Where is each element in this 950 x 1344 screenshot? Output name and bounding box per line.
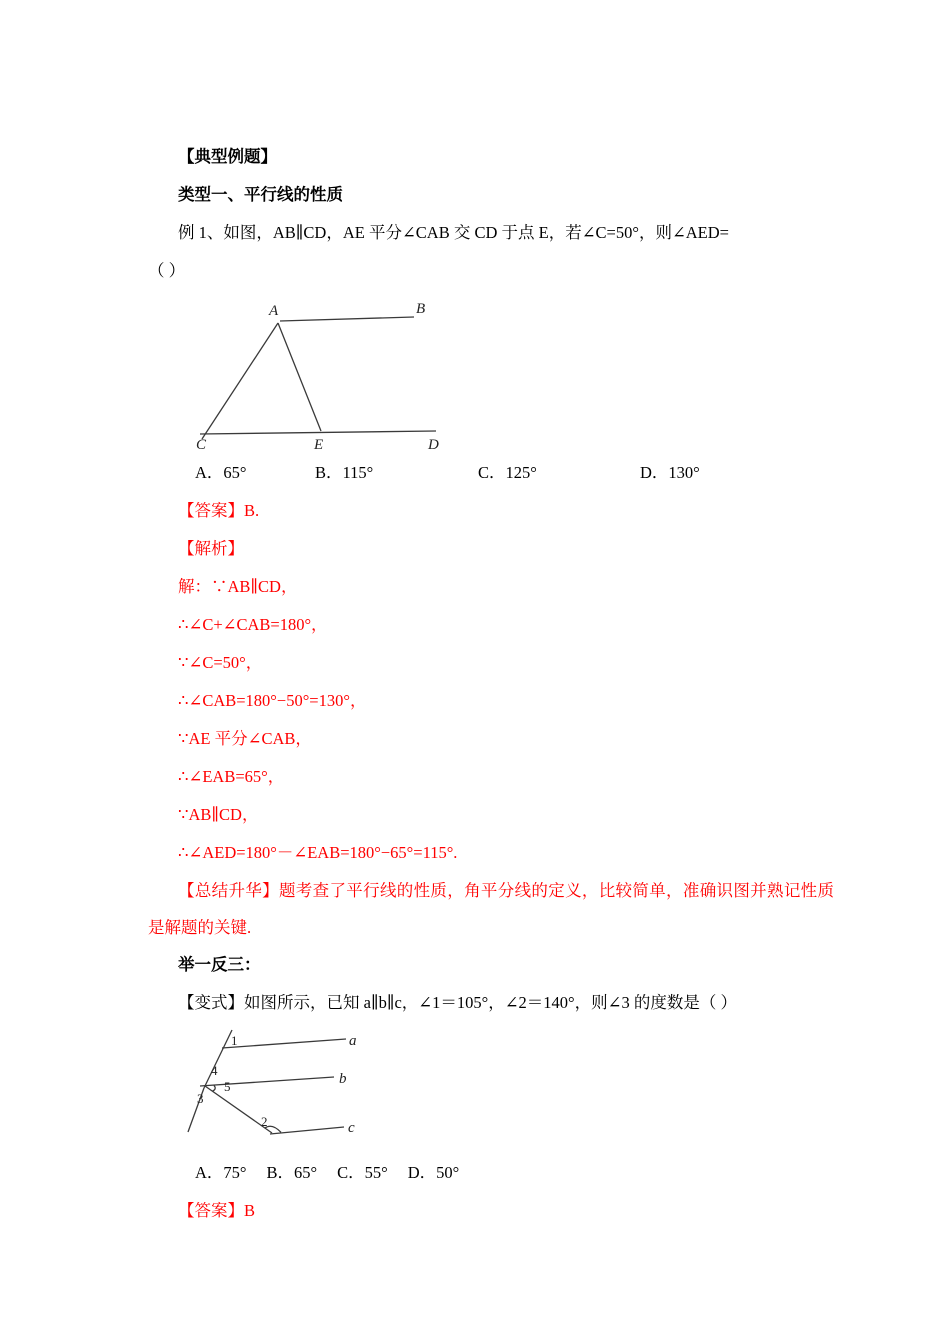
example1-text: 例 1、如图，AB∥CD，AE 平分∠CAB 交 CD 于点 E，若∠C=50°，则∠AED= [178,223,729,242]
line-a [222,1039,346,1048]
heading-typical-examples: 【典型例题】 [178,147,277,166]
figure1-triangle-diagram [192,300,834,450]
solution-line: ∵AB∥CD， [178,805,259,824]
option1-a: A．65° [195,463,247,482]
summary-paragraph: 【总结升华】题考查了平行线的性质，角平分线的定义，比较简单，准确识图并熟记性质是解题的关键. [148,881,834,937]
heading-type1: 类型一、平行线的性质 [178,185,343,204]
point-label-D: D [428,437,439,450]
option2-d: D．50° [407,1163,460,1182]
point-label-A: A [269,303,279,319]
option1-b: B．115° [315,463,374,482]
line-AB [280,317,414,321]
angle-label-4: 4 [211,1063,218,1078]
variation-text: 【变式】如图所示，已知 a∥b∥c，∠1＝105°，∠2＝140°，则∠3 的度数是（ ） [178,993,737,1012]
option2-a: A．75° [195,1163,247,1182]
angle-label-3: 3 [197,1091,204,1106]
solution-line: ∴∠AED=180°－∠EAB=180°−65°=115°. [178,843,458,862]
answer2-label: 【答案】B [178,1201,256,1220]
line-AC [202,323,278,439]
variation-options [148,1154,834,1192]
line-label-c: c [348,1120,355,1136]
analysis-label: 【解析】 [178,539,244,558]
figure2-parallel-lines-diagram [184,1024,834,1154]
solution-line: ∴∠EAB=65°， [178,767,285,786]
angle-label-2: 2 [261,1114,268,1129]
angle-label-5: 5 [224,1079,231,1094]
heading-variation: 举一反三： [178,955,261,974]
line-CD [200,431,436,434]
solution-line: ∵AE 平分∠CAB， [178,729,312,748]
point-label-C: C [196,437,207,450]
option1-c: C．125° [478,463,537,482]
line-label-a: a [349,1033,357,1049]
angle-label-1: 1 [231,1033,238,1048]
solution-line: ∵∠C=50°， [178,653,263,672]
solution-line: 解：∵AB∥CD， [178,577,298,596]
line-b [200,1077,334,1086]
line-AE [278,323,321,431]
option2-c: C．55° [337,1163,388,1182]
line-label-b: b [339,1071,347,1087]
line-c [270,1127,344,1134]
angle5-arc [212,1085,215,1091]
figure2-svg [184,1024,364,1154]
solution-line: ∴∠CAB=180°−50°=130°， [178,691,367,710]
option2-b: B．65° [266,1163,318,1182]
example1-answer-bracket: （ ） [148,261,186,280]
option1-d: D．130° [640,463,700,482]
point-label-B: B [416,301,426,317]
example1-options [148,454,834,492]
figure1-svg [192,300,442,450]
point-label-E: E [314,437,324,450]
answer1-label: 【答案】B. [178,501,260,520]
solution-line: ∴∠C+∠CAB=180°， [178,615,328,634]
